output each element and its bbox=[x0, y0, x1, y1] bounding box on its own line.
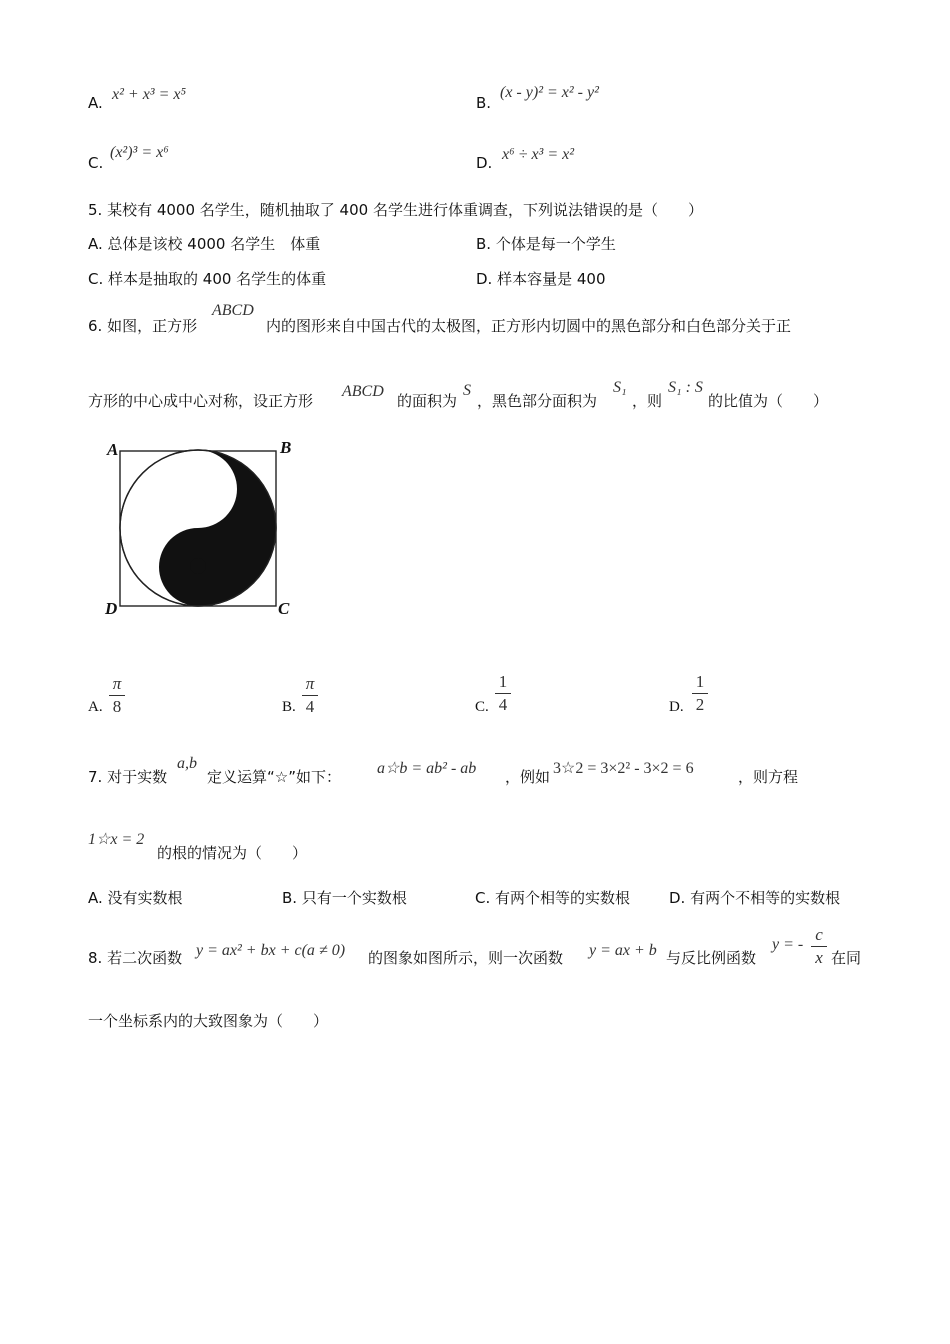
q7-text-4: ，则方程 bbox=[738, 768, 799, 786]
q8-text-5: 一个坐标系内的大致图象为（ ） bbox=[88, 1012, 329, 1030]
q6-ratio: S₁ : S bbox=[668, 379, 703, 396]
q6-text-1: 6. 如图，正方形 bbox=[88, 317, 198, 335]
q7-example: 3☆2 = 3×2² - 3×2 = 6 bbox=[553, 760, 694, 777]
q6-option-b-label: B. bbox=[282, 699, 296, 715]
q7-option-d: D. 有两个不相等的实数根 bbox=[669, 889, 841, 907]
q7-option-c: C. 有两个相等的实数根 bbox=[475, 889, 631, 907]
q7-option-b: B. 只有一个实数根 bbox=[282, 889, 407, 907]
q8-text-3: 与反比例函数 bbox=[666, 949, 757, 967]
white-dot bbox=[190, 482, 206, 498]
q7-text-1: 7. 对于实数 bbox=[88, 768, 168, 786]
q6-s: S bbox=[463, 382, 471, 399]
q6-option-c-label: C. bbox=[475, 699, 489, 715]
q6-option-d-fraction: 1 2 bbox=[690, 672, 710, 715]
vertex-label-c: C bbox=[278, 599, 290, 618]
q5-option-d: D. 样本容量是 400 bbox=[476, 270, 606, 288]
q4-option-a-expr: x² + x³ = x⁵ bbox=[112, 86, 187, 103]
q6-option-b-fraction: π 4 bbox=[300, 674, 320, 717]
taiji-figure bbox=[98, 436, 298, 621]
q5-option-a: A. 总体是该校 4000 名学生 体重 bbox=[88, 235, 321, 253]
q6-abcd-1: ABCD bbox=[212, 302, 254, 319]
q6-text-4: 的面积为 bbox=[397, 392, 458, 410]
q4-option-c-expr: (x²)³ = x⁶ bbox=[110, 144, 169, 161]
q6-text-2: 内的图形来自中国古代的太极图，正方形内切圆中的黑色部分和白色部分关于正 bbox=[266, 317, 792, 335]
taiji-diagram bbox=[98, 436, 298, 621]
q5-stem: 5. 某校有 4000 名学生，随机抽取了 400 名学生进行体重调查，下列说法错误的是（ ） bbox=[88, 201, 703, 219]
q7-text-2: 定义运算“☆”如下： bbox=[207, 768, 341, 786]
q8-text-1: 8. 若二次函数 bbox=[88, 949, 183, 967]
q6-option-a-label: A. bbox=[88, 699, 103, 715]
vertex-label-b: B bbox=[280, 438, 292, 457]
q6-text-7: 的比值为（ ） bbox=[708, 392, 829, 410]
q6-option-a-fraction: π 8 bbox=[107, 674, 127, 717]
q8-text-4: 在同 bbox=[831, 949, 862, 967]
q6-text-5: ，黑色部分面积为 bbox=[477, 392, 598, 410]
q8-inverse-lhs: y = - bbox=[772, 936, 804, 953]
q4-option-b-expr: (x - y)² = x² - y² bbox=[500, 84, 599, 101]
q5-option-c: C. 样本是抽取的 400 名学生的体重 bbox=[88, 270, 327, 288]
q8-linear: y = ax + b bbox=[589, 942, 657, 959]
q7-definition: a☆b = ab² - ab bbox=[377, 760, 477, 777]
q6-text-6: ，则 bbox=[632, 392, 663, 410]
q7-equation: 1☆x = 2 bbox=[88, 831, 145, 848]
black-dot bbox=[190, 558, 206, 574]
q6-text-3: 方形的中心成中心对称，设正方形 bbox=[88, 392, 314, 410]
q8-inverse-fraction: c x bbox=[809, 925, 829, 968]
q6-abcd-2: ABCD bbox=[342, 383, 384, 400]
q6-option-d-label: D. bbox=[669, 699, 684, 715]
q7-text-5: 的根的情况为（ ） bbox=[157, 844, 308, 862]
q4-option-c-label: C. bbox=[88, 154, 104, 172]
vertex-label-d: D bbox=[105, 599, 118, 618]
vertex-label-a: A bbox=[107, 440, 119, 459]
q7-option-a: A. 没有实数根 bbox=[88, 889, 183, 907]
q8-text-2: 的图象如图所示，则一次函数 bbox=[368, 949, 564, 967]
q4-option-a-label: A. bbox=[88, 94, 103, 112]
q4-option-d-expr: x⁶ ÷ x³ = x² bbox=[502, 146, 575, 163]
q7-text-3: ，例如 bbox=[505, 768, 551, 786]
q4-option-d-label: D. bbox=[476, 154, 493, 172]
q6-option-c-fraction: 1 4 bbox=[493, 672, 513, 715]
q5-option-b: B. 个体是每一个学生 bbox=[476, 235, 616, 253]
q7-ab: a,b bbox=[177, 755, 197, 772]
q4-option-b-label: B. bbox=[476, 94, 492, 112]
q8-quadratic: y = ax² + bx + c(a ≠ 0) bbox=[196, 942, 346, 959]
q6-s1: S₁ bbox=[613, 379, 627, 396]
